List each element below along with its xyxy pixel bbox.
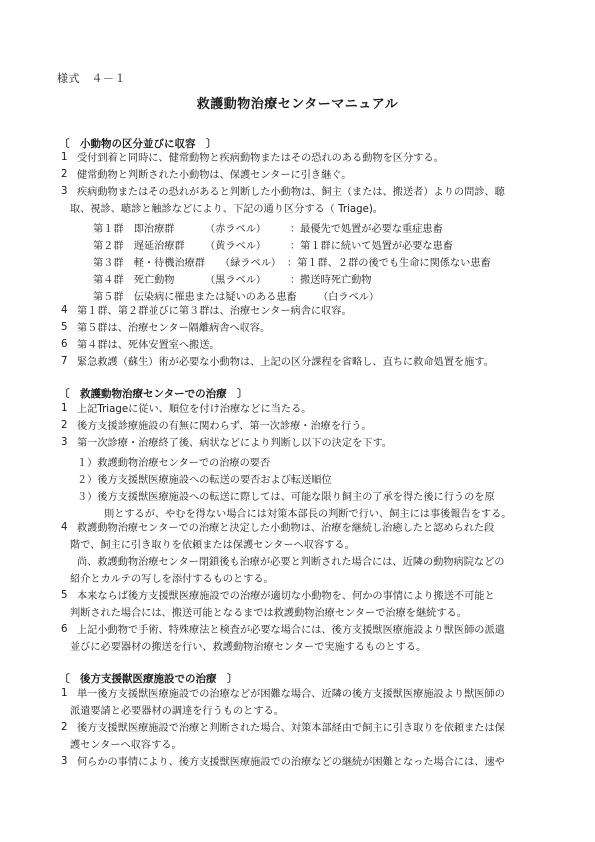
group-label: （白ラベル） [318, 292, 380, 303]
item-number: 5 [61, 590, 68, 601]
item-number: 3 [61, 756, 68, 767]
item-text: 後方支援診療施設の有無に関わらず、第一次診療・治療を行う。 [77, 421, 372, 432]
item-number: 4 [61, 305, 68, 316]
item-number: 6 [61, 339, 68, 350]
item-text: 受付到着と同時に、健常動物と疾病動物またはその恐れのある動物を区分する。 [77, 153, 444, 164]
group-name: 第１群 即治療群 [93, 224, 175, 235]
item-number: 1 [61, 688, 68, 699]
group-name: 第５群 伝染病に罹患または疑いのある患畜 [93, 292, 297, 303]
item-text: 単一後方支援獣医療施設での治療などが困難な場合、近隣の後方支援獣医療施設より獣医師の [77, 689, 505, 700]
group-description: ：搬送時死亡動物 [290, 275, 372, 286]
item-text: 何らかの事情により、後方支援獣医療施設での治療などの継続が困難となった場合には、速や [77, 757, 505, 768]
group-description: ：最優先で処置が必要な重症患畜 [290, 224, 443, 235]
item-text: 後方支援獣医療施設で治療と判断された場合、対策本部経由で飼主に引き取りを依頼または保 [77, 723, 505, 734]
item-text: 上記小動物で手術、特殊療法と検査が必要な場合には、後方支援獣医療施設より獣医師の派遣 [77, 625, 505, 636]
section-heading-center-treatment: 〔 救護動物治療センターでの治療 〕 [59, 388, 248, 400]
item-text: 救護動物治療センターでの治療と決定した小動物は、治療を継続し治癒したと認められた段 [77, 523, 495, 534]
document-title: 救護動物治療センターマニュアル [196, 97, 399, 112]
item-text-continued: 並びに必要器材の搬送を行い、救護動物治療センターで実施するものとする。 [70, 642, 427, 653]
item-text-continued: 紹介とカルテの写しを添付するものとする。 [70, 574, 274, 585]
sub-item: １）救護動物治療センターでの治療の要否 [77, 458, 271, 469]
item-text: 上記Triageに従い、順位を付け治療などに当たる。 [77, 404, 312, 415]
group-description: ：第１群に続いて処置が必要な患畜 [290, 241, 453, 252]
item-number: 2 [61, 722, 68, 733]
item-text-continued: 階で、飼主に引き取りを依頼または保護センターへ収容する。 [70, 540, 355, 551]
section-heading-backup-facility: 〔 後方支援獣医療施設での治療 〕 [59, 673, 238, 685]
item-text-continued: 尚、救護動物治療センター閉鎖後も治療が必要と判断された場合には、近隣の動物病院などの [77, 557, 505, 568]
group-label: （黒ラベル） [205, 275, 267, 286]
item-number: 6 [61, 624, 68, 635]
item-text: 第１群、第２群並びに第３群は、治療センター病舎に収容。 [77, 306, 352, 317]
item-text: 健常動物と判断された小動物は、保護センターに引き継ぐ。 [77, 170, 352, 181]
item-text: 第４群は、死体安置室へ搬送。 [77, 340, 220, 351]
item-text-continued: 取、視診、聴診と触診などにより、下記の通り区分する（ Triage)。 [70, 204, 383, 215]
section-heading-triage: 〔 小動物の区分並びに収容 〕 [59, 138, 217, 150]
item-text: 第一次診療・治療終了後、病状などにより判断し以下の決定を下す。 [77, 438, 392, 449]
item-text-continued: 派遣要請と必要器材の調達を行うものとする。 [70, 706, 284, 717]
item-number: 1 [61, 403, 68, 414]
group-description: ：第１群、２群の後でも生命に関係ない患畜 [287, 258, 491, 269]
group-label: （緑ラベル） [220, 258, 282, 269]
sub-item-continued: 則とするが、やむを得ない場合には対策本部長の判断で行い、飼主には事後報告をする。 [104, 509, 512, 520]
item-text: 本来ならば後方支援獣医療施設での治療が適切な小動物を、何かの事情により搬送不可能と [77, 591, 495, 602]
sub-item: ３）後方支援獣医療施設への転送に際しては、可能な限り飼主の了承を得た後に行うのを原 [77, 492, 495, 503]
group-name: 第３群 軽・待機治療群 [93, 258, 206, 269]
sub-item: ２）後方支援獣医療施設への転送の要否および転送順位 [77, 475, 332, 486]
form-number: 様式 ４－１ [57, 72, 126, 85]
item-number: 7 [61, 356, 68, 367]
item-number: 5 [61, 322, 68, 333]
item-number: 2 [61, 169, 68, 180]
item-text: 疾病動物またはその恐れがあると判断した小動物は、飼主（または、搬送者）よりの問診、聴 [77, 187, 505, 198]
item-number: 1 [61, 152, 68, 163]
item-number: 3 [61, 437, 68, 448]
item-text: 緊急救護（蘇生）術が必要な小動物は、上記の区分課程を省略し、直ちに救命処置を施す。 [77, 357, 494, 368]
item-text-continued: 判断された場合には、搬送可能となるまでは救護動物治療センターで治療を継続する。 [70, 608, 467, 619]
group-name: 第４群 死亡動物 [93, 275, 175, 286]
item-text: 第５群は、治療センター隔離病舎へ収容。 [77, 323, 271, 334]
group-label: （黄ラベル） [205, 241, 267, 252]
group-label: （赤ラベル） [205, 224, 267, 235]
item-number: 2 [61, 420, 68, 431]
item-number: 3 [61, 186, 68, 197]
item-number: 4 [61, 522, 68, 533]
group-name: 第２群 遅延治療群 [93, 241, 185, 252]
item-text-continued: 護センターへ収容する。 [70, 740, 182, 751]
